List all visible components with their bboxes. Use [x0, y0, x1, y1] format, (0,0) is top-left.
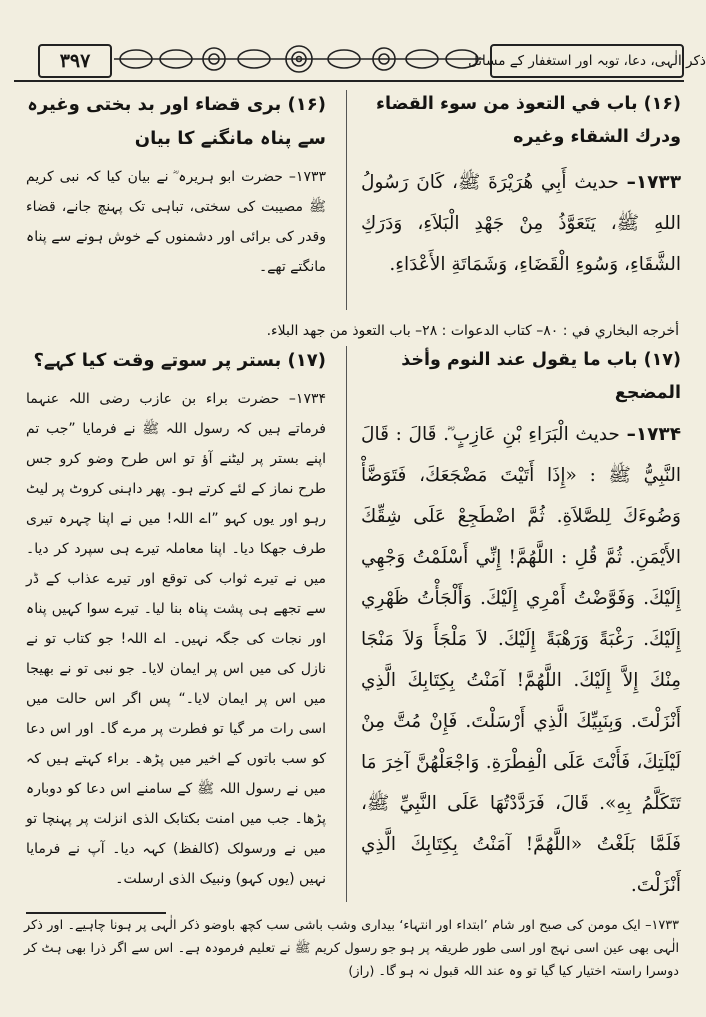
urdu-translation-1734: ۱۷۳۴– حضرت براء بن عازب رضی اللہ عنہما فرماتے ہیں کہ رسول اللہ ﷺ نے فرمایا ”جب تم اپنے بستر پر لیٹنے آؤ تو اس طرح وضو کرو جس طرح نماز کے لئے کرتے ہو۔ پھر داہنی کروٹ پر لیٹ رہو اور یوں کہو ”اے اللہ! میں نے اپنا چہرہ تیری طرف جھکا دیا۔ اپنا معاملہ تیرے ہی سپرد کر دیا۔ میں نے تیرے ثواب کی توقع اور تیرے عذاب کے ڈر سے تجھے ہی پشت پناہ بنا لیا۔ تیرے سوا کہیں پناہ اور نجات کی جگہ نہیں۔ اے اللہ! جو کتاب تو نے نازل کی میں اس پر ایمان لایا۔ جو نبی تو نے بھیجا میں اس پر ایمان لایا۔“ پس اگر اس حالت میں اسی رات مر گیا تو فطرت پر مرے گا۔ اور اس دعا کو سب باتوں کے اخیر میں پڑھ۔ براء کہتے ہیں کہ میں نے رسول اللہ ﷺ کے سامنے اس دعا کو دوبارہ پڑھا۔ جب میں امنت بکتابک الذی انزلت پر پہنچا تو میں نے ورسولک (کالفظ) کہہ دیا۔ آپ نے فرمایا نہیں (یوں کہو) ونبیک الذی ارسلت۔ [26, 391, 326, 887]
arabic-chapter-heading-17: (۱۷) باب ما يقول عند النوم وأخذ المضجع [401, 350, 681, 403]
urdu-translation-1733: ۱۷۳۳– حضرت ابو ہریرہ ؓ نے بیان کیا کہ نبی کریم ﷺ مصیبت کی سختی، تباہی تک پہنچ جانے، قضاء وقدر کی برائی اور دشمنوں کے خوش ہونے سے پناہ مانگتے تھے۔ [26, 169, 326, 275]
running-title-text: ذکر الٰہی، دعا، توبہ اور استغفار کے مسائل [468, 53, 706, 69]
arabic-hadith-1733-text: حديث أَبِي هُرَيْرَةَ ﷺ، كَانَ رَسُولُ اللهِ ﷺ، يَتَعَوَّذُ مِنْ جَهْدِ الْبَلاَءِ، وَدَرَكِ الشَّقَاءِ، وَسُوءِ الْقَضَاءِ، وَشَمَاتَةِ الأَعْدَاءِ. [361, 172, 681, 275]
arabic-section-16 [361, 88, 681, 285]
page-header [14, 42, 706, 80]
arabic-chapter-heading-16: (۱۶) باب في التعوذ من سوء القضاء ودرك الشقاء وغيره [376, 94, 681, 147]
arabic-hadith-1734-text: حديث الْبَرَاءِ بْنِ عَازِبٍ ؓ. قَالَ : قَالَ النَّبِيُّ ﷺ : «إِذَا أَتَيْتَ مَضْجَعَكَ، فَتَوَضَّأْ وَضُوءَكَ لِلصَّلاَةِ. ثُمَّ اضْطَجِعْ عَلَى شِقِّكَ الأَيْمَنِ. ثُمَّ قُلِ : اللَّهُمَّ! إِنِّي أَسْلَمْتُ وَجْهِي إِلَيْكَ. وَفَوَّضْتُ أَمْرِي إِلَيْكَ. وَأَلْجَأْتُ ظَهْرِي إِلَيْكَ. رَغْبَةً وَرَهْبَةً إِلَيْكَ. لاَ مَلْجَأَ وَلاَ مَنْجَا مِنْكَ إِلاَّ إِلَيْكَ. اللَّهُمَّ! آمَنْتُ بِكِتَابِكَ الَّذِي أَنْزَلْتَ. وَبِنَبِيِّكَ الَّذِي أَرْسَلْتَ. فَإِنْ مُتَّ مِنْ لَيْلَتِكَ، فَأَنْتَ عَلَى الْفِطْرَةِ. وَاجْعَلْهُنَّ آخِرَ مَا تَتَكَلَّمُ بِهِ». قَالَ، فَرَدَّدْتُهَا عَلَى النَّبِيِّ ﷺ، فَلَمَّا بَلَغْتُ «اللَّهُمَّ! آمَنْتُ بِكِتَابِكَ الَّذِي أَنْزَلْتَ. [361, 424, 681, 896]
column-divider-top [346, 90, 347, 310]
running-title [468, 44, 706, 78]
page-number [38, 44, 112, 78]
column-divider-bottom [346, 346, 347, 902]
urdu-chapter-heading-17: (۱۷) بستر پر سوتے وقت کیا کہے؟ [33, 350, 326, 371]
header-rule [14, 80, 684, 82]
hadith-number-1733: ۱۷۳۳– [626, 172, 681, 193]
hadith-source-reference: أخرجه البخاري في : ٨٠– كتاب الدعوات : ٢٨– باب التعوذ من جهد البلاء. [266, 323, 679, 339]
arabic-section-17 [361, 344, 681, 906]
urdu-chapter-heading-16: (۱۶) بری قضاء اور بد بختی وغیرہ سے پناہ مانگنے کا بیان [27, 94, 326, 149]
arabic-hadith-1734 [361, 414, 681, 906]
urdu-section-17 [26, 344, 326, 894]
urdu-section-16 [26, 88, 326, 282]
footnote: ۱۷۳۳– ایک مومن کی صبح اور شام ’ابتداء اور انتہاء‘ بیداری وشب باشی سب کچھ باوضو ذکر الٰہی پر ہونا چاہیے۔ اور ذکر الٰہی بھی عین اسی نہج اور اسی طور طریقہ پر ہو جو رسول کریم ﷺ نے تعلیم فرمودہ ہے۔ اس سے اگر ذرا بھی ہٹ کر دوسرا راستہ اختیار کیا گیا تو وہ عند اللہ قبول نہ ہو گا۔ (راز) [24, 918, 679, 979]
header-ornament-icon [114, 42, 484, 76]
arabic-hadith-1733 [361, 162, 681, 285]
hadith-number-1734: ۱۷۳۴– [626, 424, 681, 445]
page-number-text: ۳۹۷ [59, 50, 91, 72]
